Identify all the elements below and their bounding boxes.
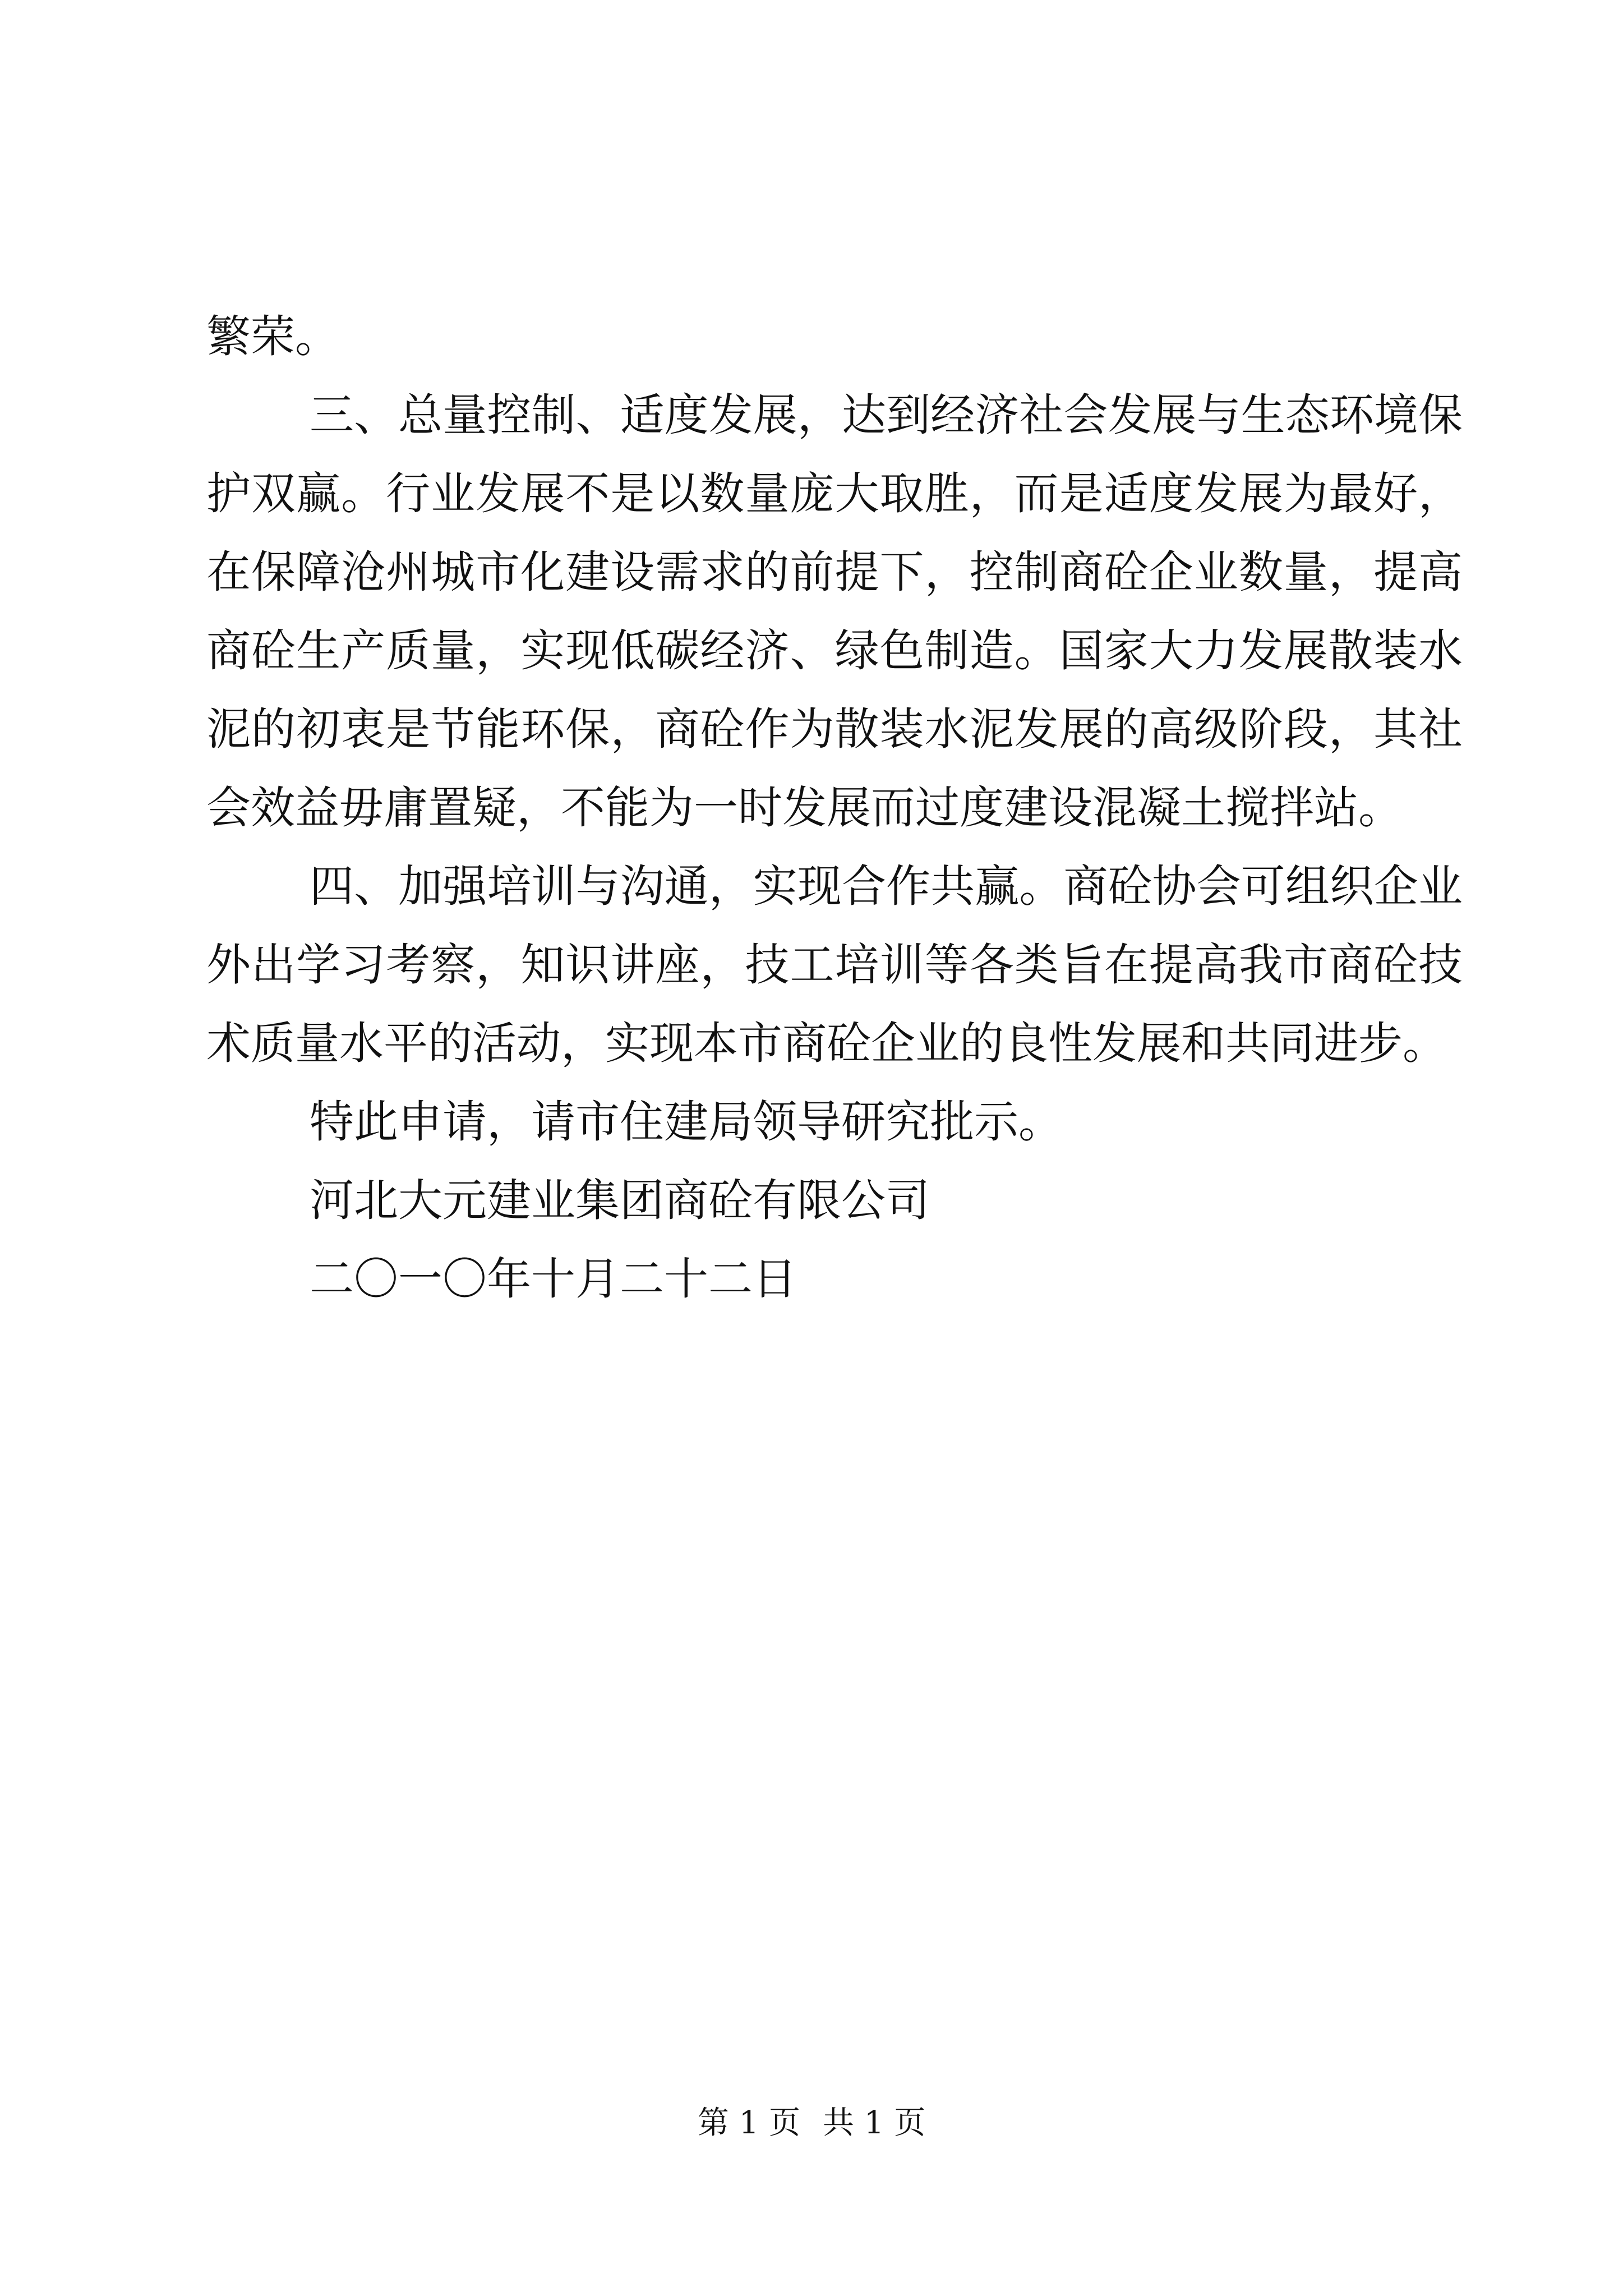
text-line: 商砼生产质量，实现低碳经济、绿色制造。国家大力发展散装水 xyxy=(206,625,1463,677)
document-body xyxy=(206,297,1463,1318)
text-line: 术质量水平的活动，实现本市商砼企业的良性发展和共同进步。 xyxy=(206,1018,1447,1069)
page-total: 共 1 页 xyxy=(823,2105,926,2141)
text-line: 护双赢。行业发展不是以数量庞大取胜，而是适度发展为最好， xyxy=(206,468,1463,519)
text-line: 外出学习考察，知识讲座，技工培训等各类旨在提高我市商砼技 xyxy=(206,939,1463,991)
closing-line: 特此申请，请市住建局领导研究批示。 xyxy=(310,1096,1063,1148)
text-line: 四、加强培训与沟通，实现合作共赢。商砼协会可组织企业 xyxy=(310,861,1463,912)
text-line: 会效益毋庸置疑，不能为一时发展而过度建设混凝土搅拌站。 xyxy=(206,782,1403,834)
text-line: 泥的初衷是节能环保，商砼作为散装水泥发展的高级阶段，其社 xyxy=(206,703,1463,755)
text-line: 繁荣。 xyxy=(206,311,339,362)
page-footer xyxy=(0,2101,1623,2146)
signature-date: 二〇一〇年十月二十二日 xyxy=(310,1253,797,1305)
page-number: 第 1 页 xyxy=(697,2105,800,2141)
text-line: 三、总量控制、适度发展，达到经济社会发展与生态环境保 xyxy=(310,389,1463,441)
text-line: 在保障沧州城市化建设需求的前提下，控制商砼企业数量，提高 xyxy=(206,546,1463,598)
signature-company: 河北大元建业集团商砼有限公司 xyxy=(310,1175,930,1226)
